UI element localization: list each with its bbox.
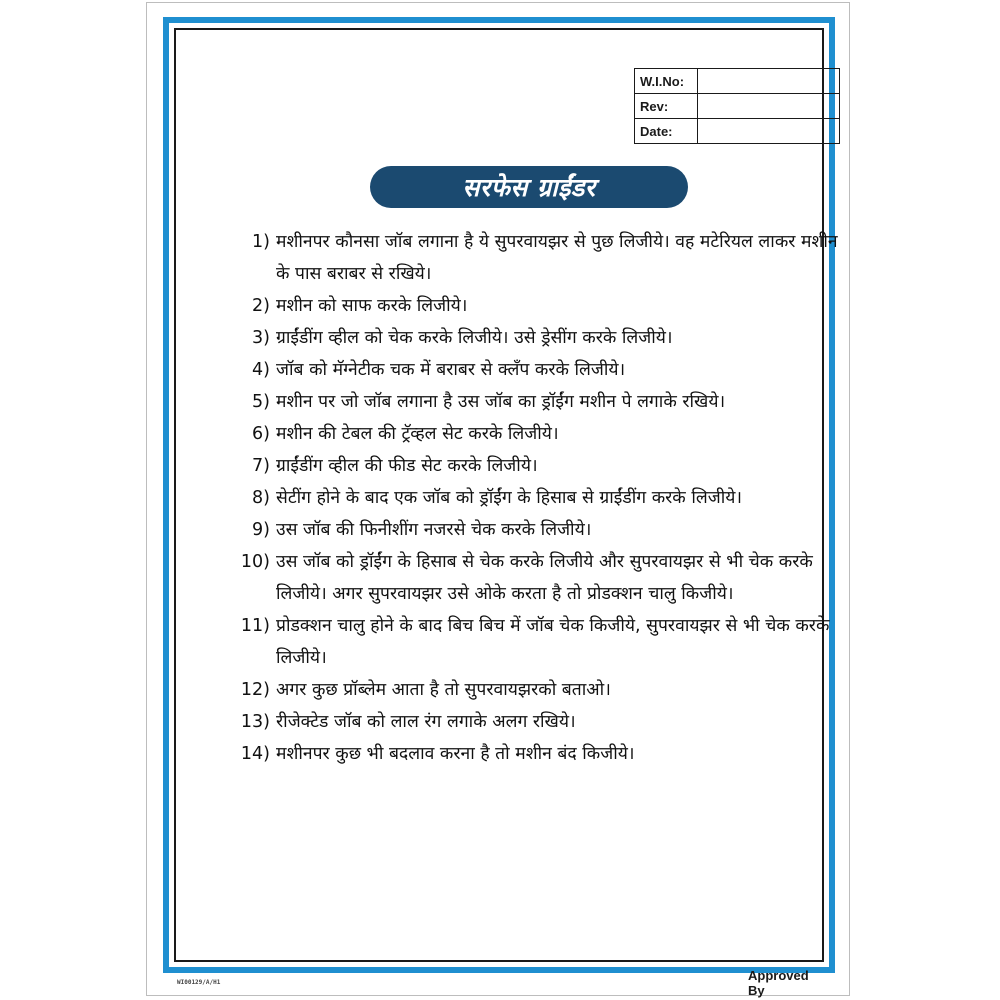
step-number: 13) [240,712,270,732]
step-item [220,674,846,706]
rev-label: Rev: [635,94,698,119]
step-item [220,738,846,770]
step-number: 10) [240,552,270,572]
step-item [220,354,846,386]
step-number: 14) [240,744,270,764]
date-row [635,119,840,144]
step-number: 5) [252,392,270,412]
step-number: 2) [252,296,270,316]
step-text: मशीनपर कुछ भी बदलाव करना है तो मशीन बंद किजीये। [276,744,635,764]
page-title: सरफेस ग्राईंडर [462,173,596,202]
date-label: Date: [635,119,698,144]
step-number: 4) [252,360,270,380]
step-item [220,482,846,514]
step-item [220,610,846,674]
step-text: उस जॉब की फिनीशींग नजरसे चेक करके लिजीये। [276,520,592,540]
step-text: मशीनपर कौनसा जॉब लगाना है ये सुपरवायझर से पुछ लिजीये। वह मटेरियल लाकर मशीन के पास बराबर से रखिये। [276,232,838,284]
rev-value [698,94,840,119]
step-text: जॉब को मॅग्नेटीक चक में बराबर से क्लॅंप करके लिजीये। [276,360,626,380]
step-number: 8) [252,488,270,508]
step-text: मशीन पर जो जॉब लगाना है उस जॉब का ड्रॉईंग मशीन पे लगाके रखिये। [276,392,726,412]
wi-no-value [698,69,840,94]
document-code: WI00129/A/H1 [177,979,221,986]
step-text: ग्राईंडींग व्हील को चेक करके लिजीये। उसे ड्रेसींग करके लिजीये। [276,328,673,348]
step-item [220,290,846,322]
document-info-table [634,68,840,144]
step-item [220,546,846,610]
date-value [698,119,840,144]
step-item [220,226,846,290]
step-text: अगर कुछ प्रॉब्लेम आता है तो सुपरवायझरको बताओ। [276,680,611,700]
step-item [220,322,846,354]
approved-by-label: Approved By [748,968,809,998]
step-item [220,706,846,738]
rev-row [635,94,840,119]
step-text: ग्राईंडींग व्हील की फीड सेट करके लिजीये। [276,456,538,476]
step-number: 1) [252,232,270,252]
wi-no-row [635,69,840,94]
wi-no-label: W.I.No: [635,69,698,94]
step-item [220,450,846,482]
step-number: 6) [252,424,270,444]
step-number: 9) [252,520,270,540]
step-item [220,514,846,546]
step-number: 12) [240,680,270,700]
step-text: रीजेक्टेड जॉब को लाल रंग लगाके अलग रखिये। [276,712,576,732]
step-text: प्रोडक्शन चालु होने के बाद बिच बिच में जॉब चेक किजीये, सुपरवायझर से भी चेक करके लिजीये। [276,616,830,668]
step-text: सेटींग होने के बाद एक जॉब को ड्रॉईंग के हिसाब से ग्राईंडींग करके लिजीये। [276,488,743,508]
step-number: 11) [240,616,270,636]
poster-sheet [146,2,850,996]
step-text: मशीन को साफ करके लिजीये। [276,296,468,316]
steps-list [220,226,846,770]
step-text: उस जॉब को ड्रॉईंग के हिसाब से चेक करके लिजीये और सुपरवायझर से भी चेक करके लिजीये। अगर सुपरवायझर उसे ओके करता है तो प्रोडक्शन चालु किजीये। [276,552,813,604]
step-item [220,418,846,450]
step-number: 3) [252,328,270,348]
title-banner [370,166,688,208]
step-text: मशीन की टेबल की ट्रॅव्हल सेट करके लिजीये। [276,424,559,444]
step-item [220,386,846,418]
step-number: 7) [252,456,270,476]
